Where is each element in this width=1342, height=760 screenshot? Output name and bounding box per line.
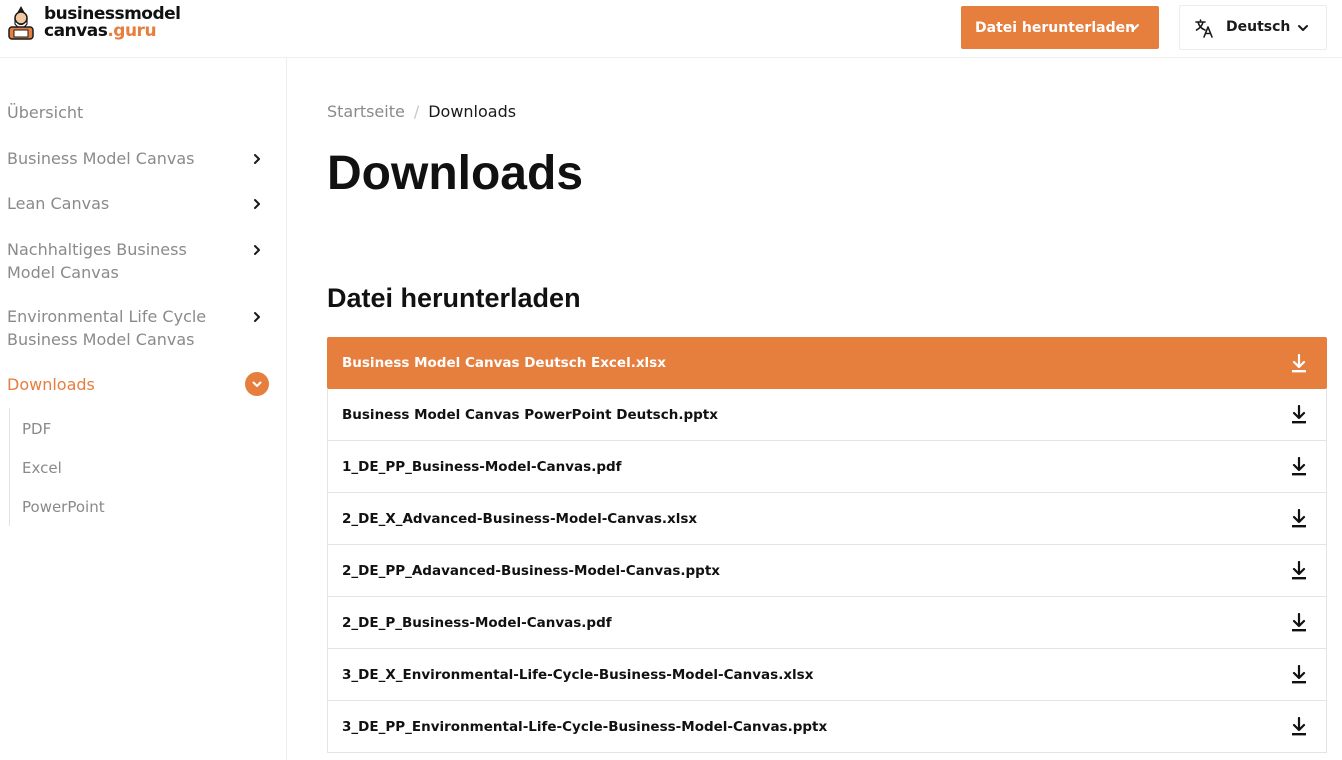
sidebar-item-label: Nachhaltiges Business Model Canvas bbox=[7, 240, 187, 282]
download-icon[interactable] bbox=[1290, 561, 1308, 581]
breadcrumb-current: Downloads bbox=[428, 102, 517, 121]
sidebar-subitem-excel[interactable]: Excel bbox=[22, 459, 62, 477]
site-header bbox=[0, 0, 1342, 58]
download-icon[interactable] bbox=[1290, 354, 1308, 374]
download-icon[interactable] bbox=[1290, 717, 1308, 737]
sidebar-item-label: Downloads bbox=[7, 375, 95, 394]
sidebar-item-label: Übersicht bbox=[7, 103, 84, 122]
file-name: 2_DE_PP_Adavanced-Business-Model-Canvas.pptx bbox=[342, 562, 720, 579]
guru-mascot-icon bbox=[6, 5, 36, 41]
translate-icon bbox=[1194, 18, 1214, 42]
sidebar-item-overview[interactable] bbox=[7, 101, 269, 124]
file-download-list bbox=[327, 337, 1327, 753]
breadcrumb-separator: / bbox=[413, 102, 420, 121]
file-name: 1_DE_PP_Business-Model-Canvas.pdf bbox=[342, 458, 622, 475]
sidebar-item-label: Lean Canvas bbox=[7, 194, 110, 213]
sidebar-item-environmental-canvas[interactable] bbox=[7, 305, 269, 351]
downloads-subnav bbox=[9, 408, 209, 526]
file-name: 3_DE_X_Environmental-Life-Cycle-Business-Model-Canvas.xlsx bbox=[342, 666, 814, 683]
download-file-button-label: Datei herunterladen bbox=[975, 19, 1136, 36]
sidebar-item-label: Environmental Life Cycle Business Model Canvas bbox=[7, 307, 207, 349]
language-label: Deutsch bbox=[1226, 19, 1291, 35]
file-row[interactable] bbox=[327, 597, 1327, 649]
sidebar-item-business-model-canvas[interactable] bbox=[7, 147, 269, 170]
file-row[interactable] bbox=[327, 493, 1327, 545]
file-row[interactable] bbox=[327, 649, 1327, 701]
download-icon[interactable] bbox=[1290, 457, 1308, 477]
site-logo[interactable] bbox=[6, 5, 181, 41]
logo-wordmark-accent: .guru bbox=[107, 21, 157, 41]
logo-wordmark-bottom: canvas bbox=[44, 21, 108, 41]
breadcrumb-home-link[interactable]: Startseite bbox=[327, 102, 405, 121]
file-name: Business Model Canvas PowerPoint Deutsch.pptx bbox=[342, 406, 718, 423]
chevron-right-icon[interactable] bbox=[245, 238, 269, 262]
file-row[interactable] bbox=[327, 337, 1327, 389]
section-title: Datei herunterladen bbox=[327, 283, 581, 313]
download-file-button[interactable] bbox=[961, 6, 1159, 49]
download-icon[interactable] bbox=[1290, 665, 1308, 685]
chevron-right-icon[interactable] bbox=[245, 305, 269, 329]
file-name: Business Model Canvas Deutsch Excel.xlsx bbox=[342, 355, 666, 371]
file-row[interactable] bbox=[327, 701, 1327, 753]
chevron-right-icon[interactable] bbox=[245, 147, 269, 171]
sidebar-subitem-powerpoint[interactable]: PowerPoint bbox=[22, 498, 105, 516]
download-icon[interactable] bbox=[1290, 405, 1308, 425]
chevron-down-icon bbox=[1127, 20, 1141, 38]
sidebar-item-sustainable-canvas[interactable] bbox=[7, 238, 269, 284]
sidebar-item-lean-canvas[interactable] bbox=[7, 192, 269, 215]
file-name: 3_DE_PP_Environmental-Life-Cycle-Business-Model-Canvas.pptx bbox=[342, 718, 828, 735]
sidebar-nav bbox=[0, 58, 287, 760]
download-icon[interactable] bbox=[1290, 613, 1308, 633]
chevron-right-icon[interactable] bbox=[245, 192, 269, 216]
language-selector[interactable] bbox=[1179, 5, 1327, 50]
sidebar-item-downloads[interactable] bbox=[7, 373, 269, 396]
file-row[interactable] bbox=[327, 545, 1327, 597]
page-title: Downloads bbox=[327, 147, 584, 200]
sidebar-subitem-pdf[interactable]: PDF bbox=[22, 420, 52, 438]
chevron-down-icon bbox=[1296, 21, 1310, 39]
breadcrumb bbox=[327, 102, 516, 121]
file-row[interactable] bbox=[327, 441, 1327, 493]
file-name: 2_DE_X_Advanced-Business-Model-Canvas.xlsx bbox=[342, 510, 698, 527]
chevron-down-icon[interactable] bbox=[245, 372, 269, 396]
file-name: 2_DE_P_Business-Model-Canvas.pdf bbox=[342, 614, 612, 631]
file-row[interactable] bbox=[327, 389, 1327, 441]
sidebar-item-label: Business Model Canvas bbox=[7, 149, 195, 168]
logo-wordmark-top: businessmodel bbox=[44, 4, 181, 24]
download-icon[interactable] bbox=[1290, 509, 1308, 529]
